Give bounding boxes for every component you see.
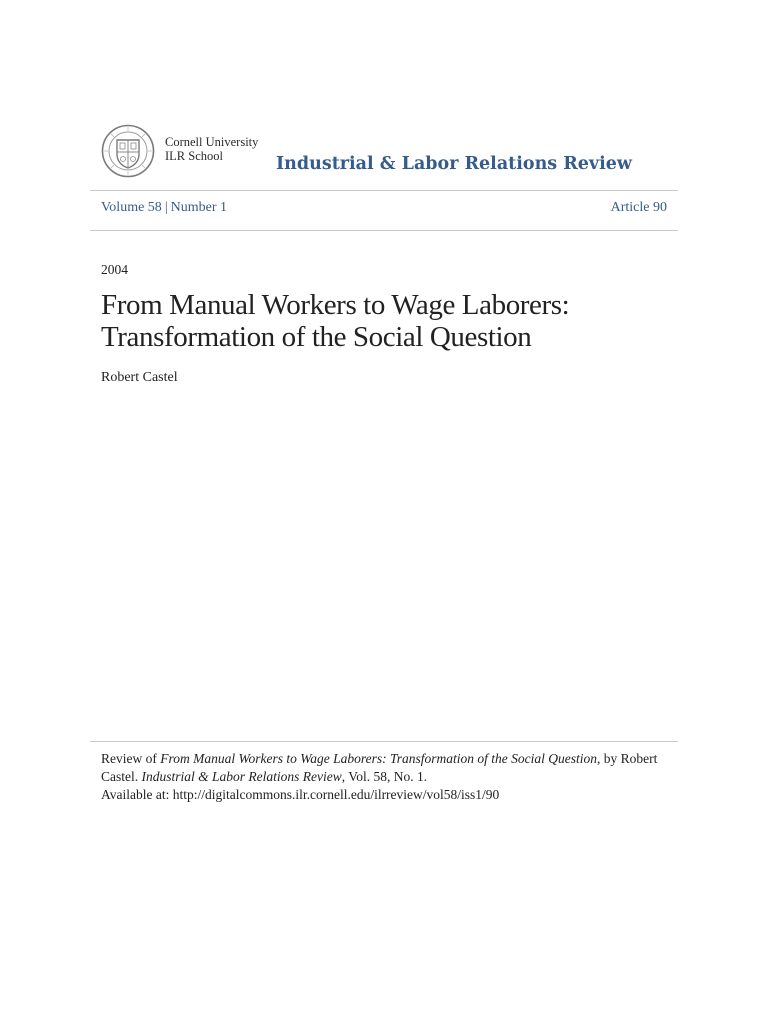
citation-volume: , Vol. 58, No. 1. <box>341 769 428 784</box>
article-title-line-2: Transformation of the Social Question <box>101 321 532 353</box>
article-title-line-1: From Manual Workers to Wage Laborers: <box>101 289 570 321</box>
citation-journal: Industrial & Labor Relations Review <box>141 769 342 784</box>
article-title <box>101 289 681 353</box>
citation-author-end: Castel. <box>101 769 142 784</box>
cornell-seal-icon <box>101 124 155 178</box>
citation-prefix: Review of <box>101 751 161 766</box>
citation-line-2 <box>101 768 671 786</box>
citation-url-link[interactable]: http://digitalcommons.ilr.cornell.edu/ilrreview/vol58/iss1/90 <box>172 787 500 802</box>
institution-name: Cornell University <box>165 135 259 149</box>
citation-available-label: Available at: <box>101 787 173 802</box>
citation-block <box>101 750 671 804</box>
number-link[interactable]: Number 1 <box>170 200 228 215</box>
citation-line-1 <box>101 750 671 768</box>
citation-book-title: From Manual Workers to Wage Laborers: Transformation of the Social Question <box>160 751 597 766</box>
publication-year: 2004 <box>101 262 128 277</box>
issue-separator: | <box>164 200 168 215</box>
citation-by: , by Robert <box>597 751 658 766</box>
cornell-ilr-logo[interactable] <box>101 122 271 178</box>
article-number-link[interactable]: Article 90 <box>610 200 667 215</box>
journal-title-link[interactable]: Industrial & Labor Relations Review <box>276 154 632 174</box>
header-divider-bottom <box>90 230 678 231</box>
citation-divider <box>90 741 678 742</box>
header-divider-top <box>90 190 678 191</box>
volume-link[interactable]: Volume 58 <box>101 200 162 215</box>
school-name: ILR School <box>165 149 223 163</box>
citation-line-3 <box>101 786 671 804</box>
article-author: Robert Castel <box>101 370 178 385</box>
